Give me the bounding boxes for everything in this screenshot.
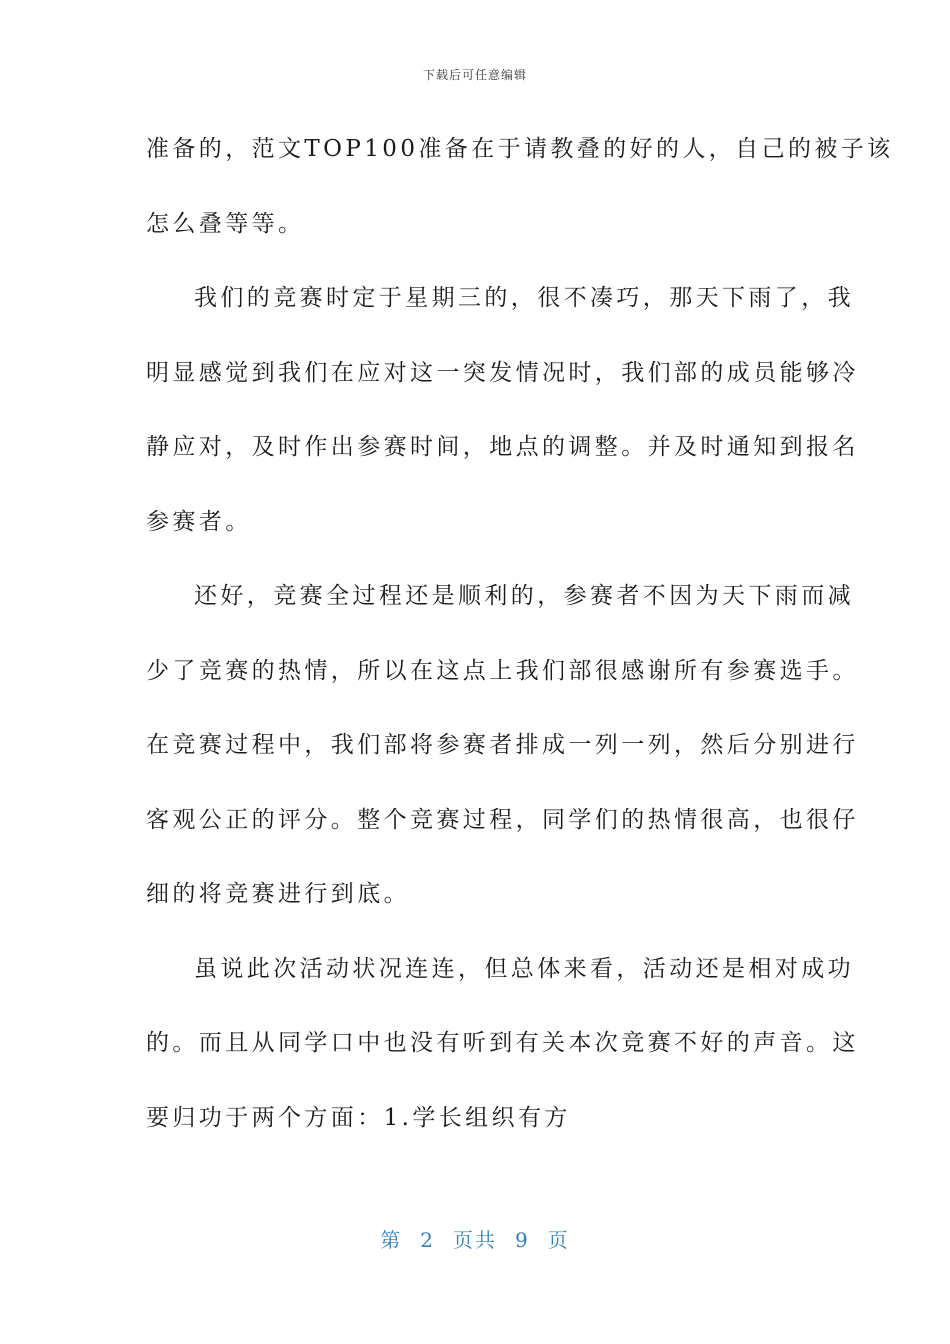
footer-prefix: 第 — [380, 1228, 403, 1252]
text-line: 的。而且从同学口中也没有听到有关本次竞赛不好的声音。这 — [146, 1030, 859, 1056]
page-footer — [0, 1224, 950, 1253]
text-line: 准备的，范文TOP100准备在于请教叠的好的人，自己的被子该 — [146, 136, 894, 162]
header-note: 下载后可任意编辑 — [422, 68, 527, 82]
text-line: 要归功于两个方面：1.学长组织有方 — [146, 1104, 571, 1131]
paragraph-start-line: 还好，竞赛全过程还是顺利的，参赛者不因为天下雨而减 — [194, 583, 854, 609]
text-line: 参赛者。 — [146, 508, 252, 535]
text-line: 静应对，及时作出参赛时间，地点的调整。并及时通知到报名 — [146, 434, 859, 460]
text-line: 在竞赛过程中，我们部将参赛者排成一列一列，然后分别进行 — [146, 732, 859, 758]
footer-middle: 页共 — [453, 1228, 497, 1252]
total-pages-number: 9 — [515, 1228, 530, 1252]
text-line: 客观公正的评分。整个竞赛过程，同学们的热情很高，也很仔 — [146, 806, 859, 833]
current-page-number: 2 — [420, 1228, 435, 1252]
text-line: 少了竞赛的热情，所以在这点上我们部很感谢所有参赛选手。 — [146, 657, 859, 684]
footer-suffix: 页 — [547, 1228, 570, 1252]
text-line: 怎么叠等等。 — [146, 210, 305, 237]
paragraph-start-line: 虽说此次活动状况连连，但总体来看，活动还是相对成功 — [194, 955, 854, 982]
document-body — [146, 112, 894, 1155]
text-line: 细的将竞赛进行到底。 — [146, 881, 410, 907]
paragraph-start-line: 我们的竞赛时定于星期三的，很不凑巧，那天下雨了，我 — [194, 285, 854, 311]
text-line: 明显感觉到我们在应对这一突发情况时，我们部的成员能够冷 — [146, 359, 859, 386]
